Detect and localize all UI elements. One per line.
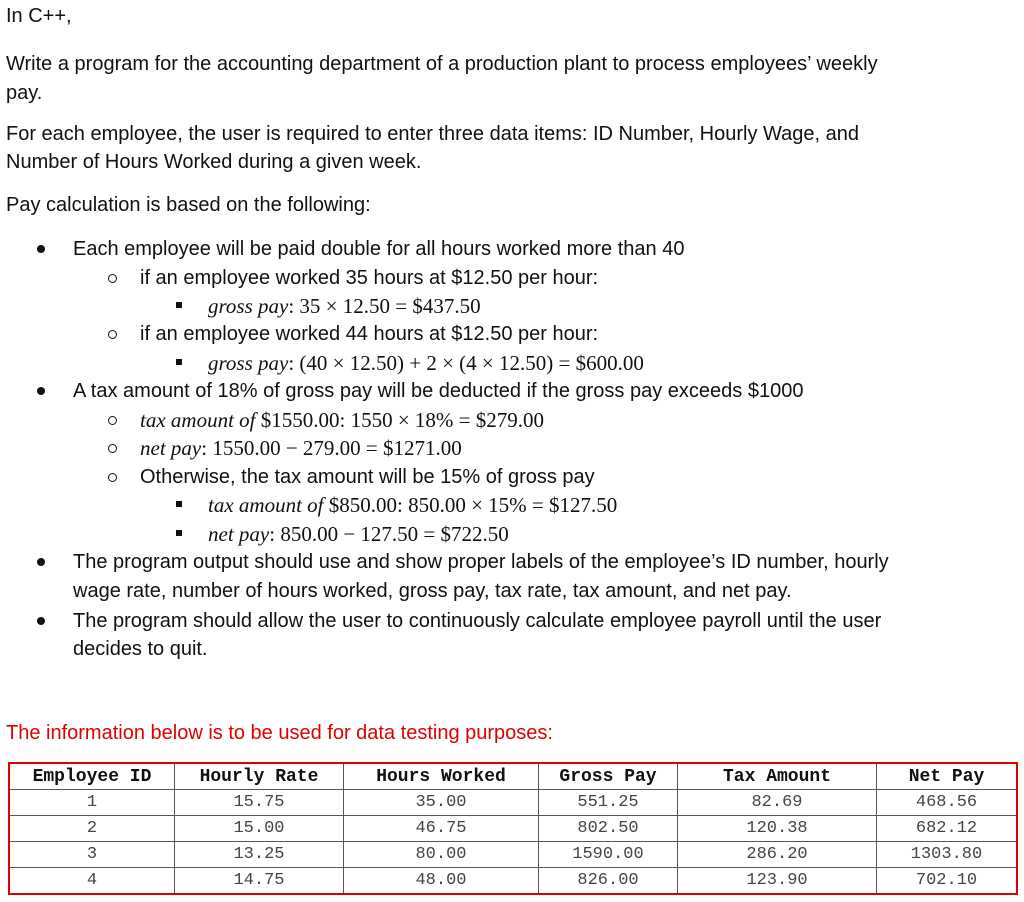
formula-label: net pay <box>140 436 202 460</box>
net-example-2 <box>208 522 509 546</box>
bullet-square-icon <box>176 302 182 308</box>
calc-intro-text: Pay calculation is based on the following: <box>6 194 371 216</box>
table-cell: 13.25 <box>175 842 344 868</box>
table-cell: 468.56 <box>877 790 1018 816</box>
rule-tax: A tax amount of 18% of gross pay will be deducted if the gross pay exceeds $1000 <box>73 380 804 402</box>
table-cell: 82.69 <box>678 790 877 816</box>
table-cell: 286.20 <box>678 842 877 868</box>
tax-example-1 <box>140 408 544 432</box>
bullet-circle-icon <box>108 330 117 339</box>
column-header: Employee ID <box>9 763 175 790</box>
rule-double-pay: Each employee will be paid double for all hours worked more than 40 <box>73 238 685 260</box>
test-data-note: The information below is to be used for data testing purposes: <box>6 722 553 744</box>
net-example-1 <box>140 436 462 460</box>
formula-label: gross pay <box>208 294 289 318</box>
task-text-line-1: Write a program for the accounting department of a production plant to process employees’ weekly <box>6 53 878 75</box>
table-cell: 123.90 <box>678 868 877 895</box>
formula-body: : 850.00 − 127.50 = $722.50 <box>269 522 509 546</box>
formula-label: tax amount of <box>208 493 324 517</box>
bullet-dot-icon <box>37 387 45 395</box>
table-row <box>9 816 1017 842</box>
table-cell: 826.00 <box>539 868 678 895</box>
table-cell: 551.25 <box>539 790 678 816</box>
test-data-table <box>8 762 1018 895</box>
table-row <box>9 790 1017 816</box>
formula-label: net pay <box>208 522 270 546</box>
example-2-formula <box>208 351 644 375</box>
table-cell: 14.75 <box>175 868 344 895</box>
loop-text-line-2: decides to quit. <box>73 638 208 660</box>
table-cell: 2 <box>9 816 175 842</box>
formula-body: $1550.00: 1550 × 18% = $279.00 <box>255 408 545 432</box>
formula-body: : 1550.00 − 279.00 = $1271.00 <box>201 436 462 460</box>
table-cell: 1303.80 <box>877 842 1018 868</box>
table-cell: 1 <box>9 790 175 816</box>
bullet-circle-icon <box>108 274 117 283</box>
table-cell: 15.75 <box>175 790 344 816</box>
formula-label: tax amount of <box>140 408 256 432</box>
table-cell: 1590.00 <box>539 842 678 868</box>
example-1-formula <box>208 294 481 318</box>
formula-label: gross pay <box>208 351 289 375</box>
table-cell: 120.38 <box>678 816 877 842</box>
task-text-line-2: pay. <box>6 82 43 104</box>
table-row <box>9 868 1017 895</box>
table-header-row <box>9 763 1017 790</box>
language-heading: In C++, <box>6 5 72 27</box>
bullet-circle-icon <box>108 473 117 482</box>
table-cell: 4 <box>9 868 175 895</box>
table-row <box>9 842 1017 868</box>
table-cell: 3 <box>9 842 175 868</box>
column-header: Gross Pay <box>539 763 678 790</box>
loop-text-line-1: The program should allow the user to continuously calculate employee payroll until the user <box>73 610 882 632</box>
column-header: Net Pay <box>877 763 1018 790</box>
table-cell: 48.00 <box>344 868 539 895</box>
bullet-dot-icon <box>37 558 45 566</box>
output-text-line-1: The program output should use and show proper labels of the employee’s ID number, hourly <box>73 551 889 573</box>
column-header: Tax Amount <box>678 763 877 790</box>
formula-body: $850.00: 850.00 × 15% = $127.50 <box>323 493 618 517</box>
input-text-line-2: Number of Hours Worked during a given week. <box>6 151 422 173</box>
column-header: Hours Worked <box>344 763 539 790</box>
bullet-square-icon <box>176 359 182 365</box>
bullet-square-icon <box>176 501 182 507</box>
bullet-dot-icon <box>37 617 45 625</box>
table-cell: 46.75 <box>344 816 539 842</box>
output-text-line-2: wage rate, number of hours worked, gross pay, tax rate, tax amount, and net pay. <box>73 580 792 602</box>
table-cell: 35.00 <box>344 790 539 816</box>
table-cell: 702.10 <box>877 868 1018 895</box>
input-text-line-1: For each employee, the user is required to enter three data items: ID Number, Hourly Wage, and <box>6 123 860 145</box>
otherwise-text: Otherwise, the tax amount will be 15% of gross pay <box>140 466 595 488</box>
bullet-circle-icon <box>108 444 117 453</box>
formula-body: : 35 × 12.50 = $437.50 <box>288 294 481 318</box>
bullet-dot-icon <box>37 245 45 253</box>
bullet-circle-icon <box>108 416 117 425</box>
column-header: Hourly Rate <box>175 763 344 790</box>
table-cell: 80.00 <box>344 842 539 868</box>
example-2-text: if an employee worked 44 hours at $12.50 per hour: <box>140 323 599 345</box>
table-cell: 682.12 <box>877 816 1018 842</box>
tax-example-2 <box>208 493 617 517</box>
example-1-text: if an employee worked 35 hours at $12.50 per hour: <box>140 267 599 289</box>
table-cell: 15.00 <box>175 816 344 842</box>
bullet-square-icon <box>176 530 182 536</box>
table-cell: 802.50 <box>539 816 678 842</box>
formula-body: : (40 × 12.50) + 2 × (4 × 12.50) = $600.00 <box>288 351 644 375</box>
